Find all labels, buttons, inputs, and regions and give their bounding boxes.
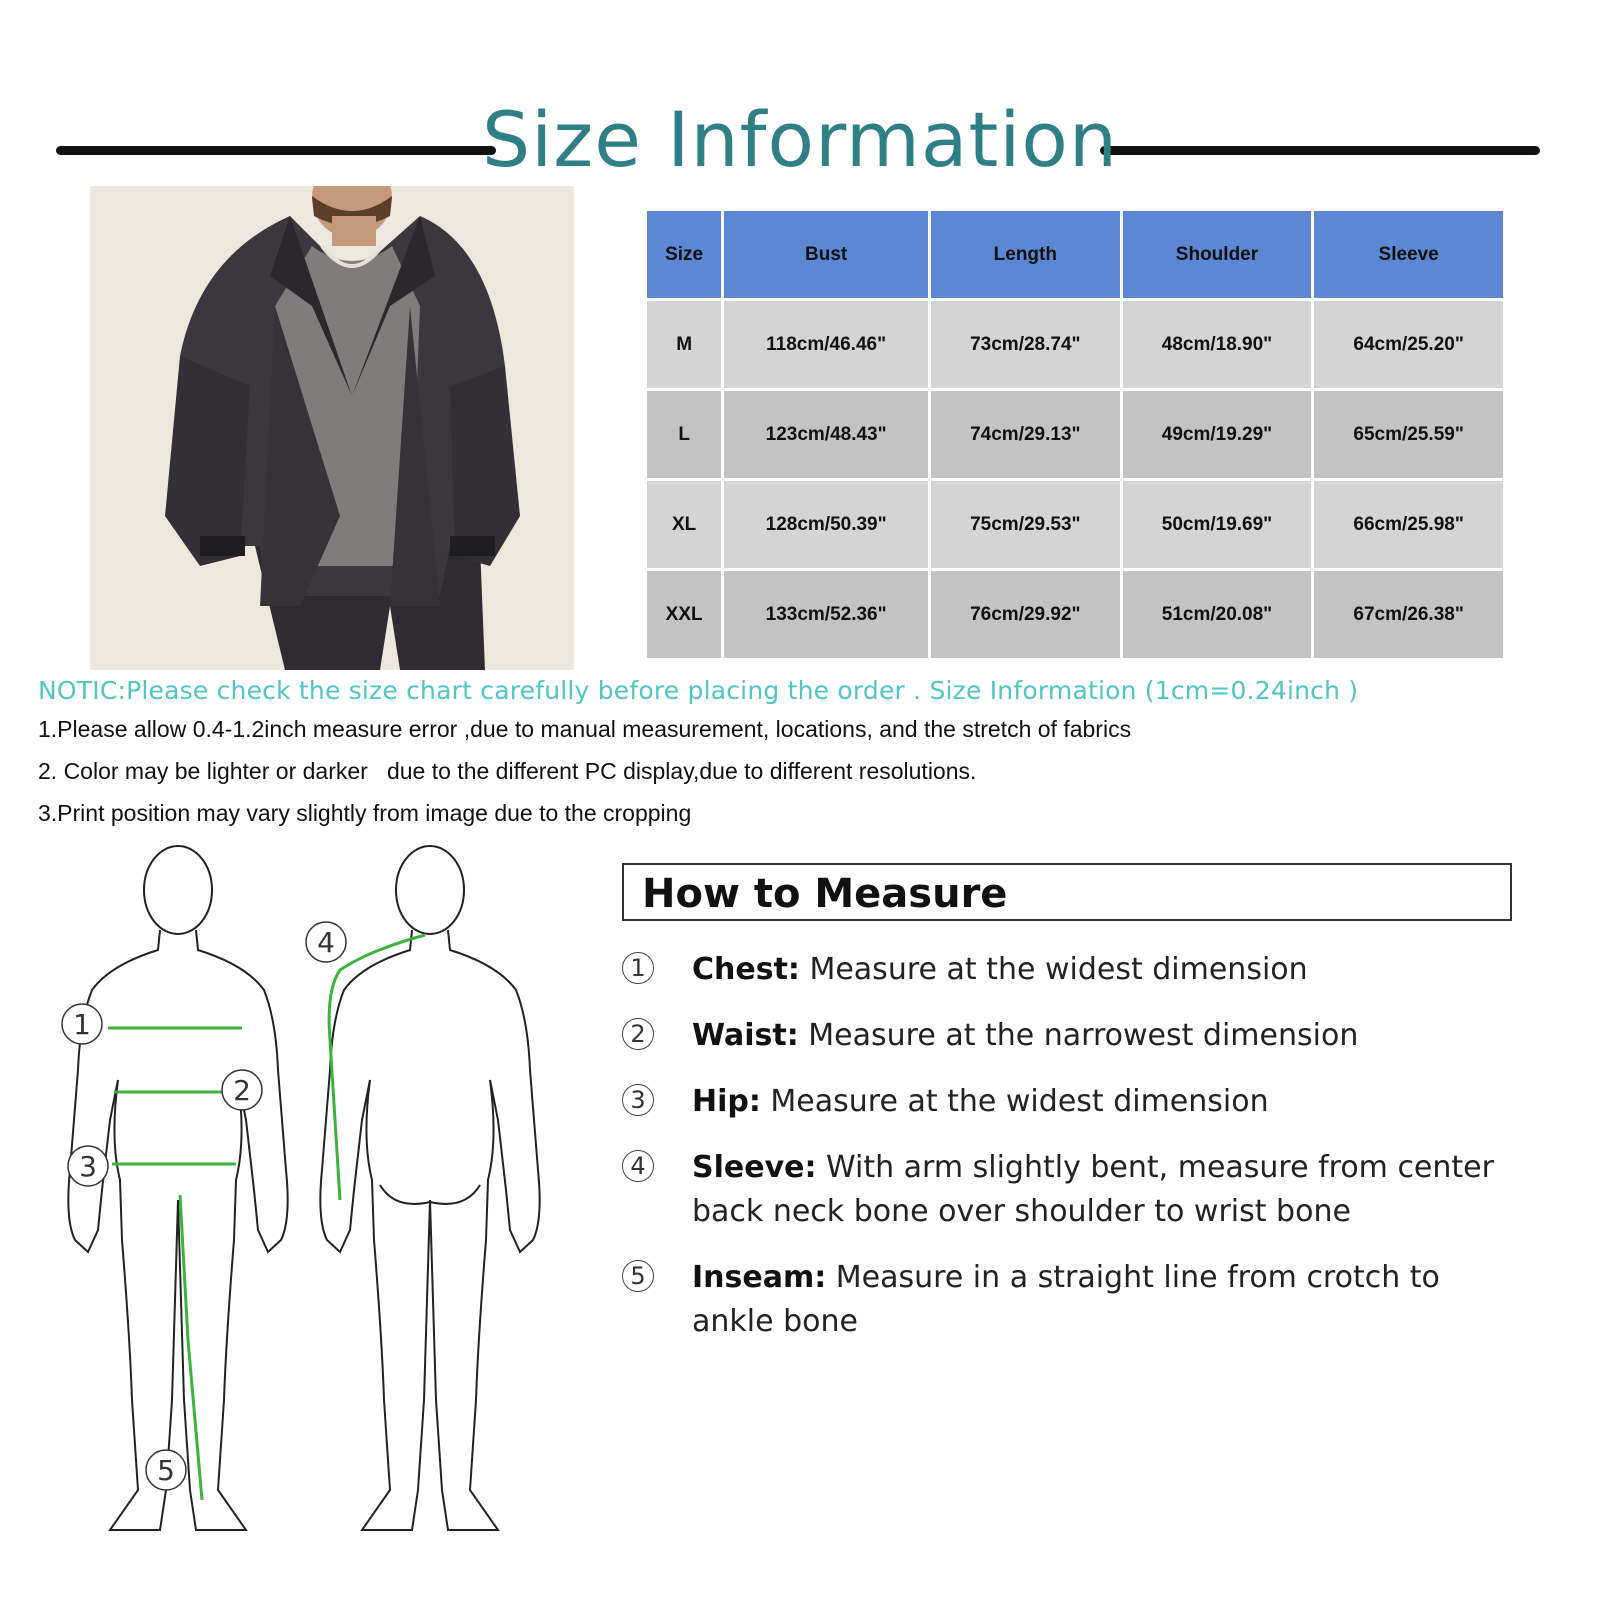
- table-cell: 128cm/50.39": [723, 480, 930, 570]
- table-cell: L: [646, 390, 723, 480]
- front-head-outline: [144, 846, 212, 934]
- table-cell: 66cm/25.98": [1313, 480, 1505, 570]
- table-cell: 67cm/26.38": [1313, 570, 1505, 660]
- table-cell: 50cm/19.69": [1121, 480, 1313, 570]
- title-row: [0, 90, 1600, 190]
- table-cell: 73cm/28.74": [929, 300, 1121, 390]
- table-row: [646, 570, 1505, 660]
- number-badge: 4: [622, 1150, 654, 1182]
- number-badge: 2: [622, 1018, 654, 1050]
- sleeve-line: [329, 935, 425, 1200]
- how-to-measure-box: [622, 863, 1512, 921]
- measurement-figures: [50, 840, 590, 1580]
- table-cell: 133cm/52.36": [723, 570, 930, 660]
- marker-2: 2: [233, 1074, 251, 1107]
- note-2: 2. Color may be lighter or darker due to the different PC display,due to different resolutions.: [38, 758, 977, 784]
- column-header-size: Size: [646, 210, 723, 300]
- notice-text: NOTIC:Please check the size chart carefully before placing the order . Size Information (1cm=0.24inch ): [38, 676, 1359, 705]
- table-row: [646, 480, 1505, 570]
- table-cell: 65cm/25.59": [1313, 390, 1505, 480]
- marker-1: 1: [73, 1008, 91, 1041]
- table-cell: 75cm/29.53": [929, 480, 1121, 570]
- table-cell: 76cm/29.92": [929, 570, 1121, 660]
- table-cell: XL: [646, 480, 723, 570]
- size-table: [644, 208, 1506, 661]
- table-cell: 51cm/20.08": [1121, 570, 1313, 660]
- measure-text: Hip: Measure at the widest dimension: [692, 1084, 1269, 1119]
- note-3: 3.Print position may vary slightly from image due to the cropping: [38, 800, 692, 826]
- measure-text: Chest: Measure at the widest dimension: [692, 952, 1308, 987]
- table-header-row: [646, 210, 1505, 300]
- page-title: Size Information: [481, 95, 1119, 184]
- back-head-outline: [396, 846, 464, 934]
- table-cell: 64cm/25.20": [1313, 300, 1505, 390]
- table-row: [646, 300, 1505, 390]
- table-cell: 74cm/29.13": [929, 390, 1121, 480]
- column-header-sleeve: Sleeve: [1313, 210, 1505, 300]
- column-header-length: Length: [929, 210, 1121, 300]
- table-cell: 48cm/18.90": [1121, 300, 1313, 390]
- body-outline-diagram: [50, 840, 590, 1580]
- product-photo: [90, 186, 574, 670]
- note-1: 1.Please allow 0.4-1.2inch measure error ,due to manual measurement, locations, and the stretch of fabrics: [38, 716, 1132, 742]
- table-row: [646, 390, 1505, 480]
- number-badge: 1: [622, 952, 654, 984]
- table-cell: XXL: [646, 570, 723, 660]
- how-to-measure-title: How to Measure: [642, 871, 1008, 917]
- measure-text: Inseam: Measure in a straight line from crotch to ankle bone: [692, 1260, 1440, 1339]
- table-cell: 118cm/46.46": [723, 300, 930, 390]
- marker-3: 3: [79, 1150, 97, 1183]
- measure-text: Sleeve: With arm slightly bent, measure from center back neck bone over shoulder to wrist bone: [692, 1150, 1494, 1229]
- table-cell: 49cm/19.29": [1121, 390, 1313, 480]
- marker-5: 5: [157, 1454, 175, 1487]
- number-badge: 3: [622, 1084, 654, 1116]
- table-cell: M: [646, 300, 723, 390]
- table-cell: 123cm/48.43": [723, 390, 930, 480]
- column-header-shoulder: Shoulder: [1121, 210, 1313, 300]
- number-badge: 5: [622, 1260, 654, 1292]
- column-header-bust: Bust: [723, 210, 930, 300]
- measure-text: Waist: Measure at the narrowest dimension: [692, 1018, 1359, 1053]
- marker-4: 4: [317, 926, 335, 959]
